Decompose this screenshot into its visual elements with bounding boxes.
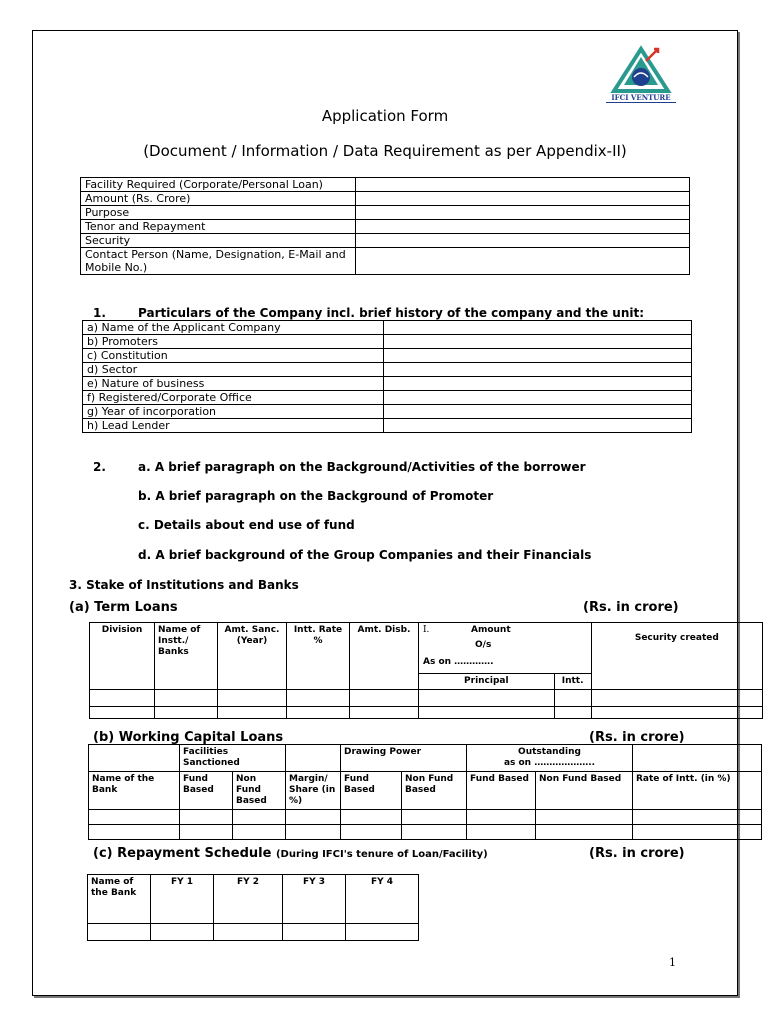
facility-label: Contact Person (Name, Designation, E-Mail and Mobile No.) — [81, 248, 356, 275]
particular-value[interactable] — [384, 363, 692, 377]
table-row — [81, 248, 690, 275]
col-fy2: FY 2 — [214, 875, 283, 924]
table-row — [88, 924, 419, 941]
col-dp-non-fund: Non Fund Based — [402, 772, 467, 810]
col-rp-bank: Name of the Bank — [88, 875, 151, 924]
col-intt: Intt. — [554, 674, 591, 690]
facility-value[interactable] — [356, 248, 690, 275]
col-rate: Rate of Intt. (in %) — [633, 772, 762, 810]
col-security: Security created — [591, 623, 762, 690]
table-row — [89, 825, 762, 840]
col-fy1: FY 1 — [151, 875, 214, 924]
col-fy3: FY 3 — [283, 875, 346, 924]
outstanding-label: Outstanding — [518, 747, 581, 757]
company-particulars-table — [82, 320, 692, 433]
amount-as-on: As on …………. — [423, 657, 494, 667]
ifci-venture-logo — [606, 43, 676, 105]
col-name: Name of Instt./ Banks — [155, 623, 218, 690]
repayment-table — [87, 874, 419, 941]
form-title: Application Form — [321, 107, 449, 125]
amount-i: I. — [423, 625, 430, 635]
facility-label: Tenor and Repayment — [81, 220, 356, 234]
particular-label: b) Promoters — [83, 335, 384, 349]
col-fund-based: Fund Based — [180, 772, 233, 810]
document-page — [32, 30, 738, 996]
amount-os: O/s — [475, 640, 492, 650]
logo-text: IFCI VENTURE — [606, 93, 676, 103]
col-non-fund-based: Non Fund Based — [233, 772, 286, 810]
col-bank: Name of the Bank — [89, 772, 180, 810]
unit-label: (Rs. in crore) — [583, 600, 679, 615]
particular-value[interactable] — [384, 321, 692, 335]
section1-heading: Particulars of the Company incl. brief history of the company and the unit: — [138, 306, 645, 320]
particular-value[interactable] — [384, 349, 692, 363]
col-os-non-fund: Non Fund Based — [536, 772, 633, 810]
repayment-note: (During IFCI's tenure of Loan/Facility) — [275, 849, 488, 860]
particular-value[interactable] — [384, 419, 692, 433]
particular-value[interactable] — [384, 335, 692, 349]
col-amt-sanc: Amt. Sanc. (Year) — [218, 623, 287, 690]
section2-item-c: c. Details about end use of fund — [138, 518, 355, 532]
working-capital-table — [88, 744, 762, 840]
section1-number: 1. — [93, 306, 106, 320]
page-number: 1 — [669, 956, 676, 969]
col-principal: Principal — [419, 674, 555, 690]
form-subtitle: (Document / Information / Data Requirement as per Appendix-II) — [143, 142, 627, 160]
repayment-title: (c) Repayment Schedule — [93, 846, 272, 861]
particular-label: a) Name of the Applicant Company — [83, 321, 384, 335]
table-row — [90, 690, 763, 707]
col-amt-disb: Amt. Disb. — [350, 623, 419, 690]
facility-label: Security — [81, 234, 356, 248]
particular-label: h) Lead Lender — [83, 419, 384, 433]
col-amount-os — [419, 623, 592, 674]
facility-label: Amount (Rs. Crore) — [81, 192, 356, 206]
facility-value[interactable] — [356, 178, 690, 192]
col-drawing-power: Drawing Power — [341, 745, 467, 772]
facility-label: Facility Required (Corporate/Personal Loan) — [81, 178, 356, 192]
particular-label: f) Registered/Corporate Office — [83, 391, 384, 405]
outstanding-as-on: as on ……………….. — [503, 758, 596, 768]
particular-label: d) Sector — [83, 363, 384, 377]
particular-value[interactable] — [384, 377, 692, 391]
table-row — [89, 810, 762, 825]
col-dp-fund: Fund Based — [341, 772, 402, 810]
table-row — [81, 234, 690, 248]
col-facilities: Facilities Sanctioned — [180, 745, 286, 772]
amount-word: Amount — [471, 625, 511, 635]
working-capital-label: (b) Working Capital Loans — [93, 730, 284, 745]
particular-value[interactable] — [384, 405, 692, 419]
col-intt-rate: Intt. Rate % — [287, 623, 350, 690]
section2-item-d: d. A brief background of the Group Companies and their Financials — [138, 548, 592, 562]
col-fy4: FY 4 — [346, 875, 419, 924]
unit-label-wc: (Rs. in crore) — [589, 730, 685, 745]
facility-value[interactable] — [356, 206, 690, 220]
section2-number: 2. — [93, 460, 106, 474]
particular-label: g) Year of incorporation — [83, 405, 384, 419]
table-row — [81, 192, 690, 206]
facility-value[interactable] — [356, 234, 690, 248]
repayment-label — [93, 846, 488, 861]
facility-label: Purpose — [81, 206, 356, 220]
unit-label-repayment: (Rs. in crore) — [589, 846, 685, 861]
table-row — [81, 206, 690, 220]
table-row — [81, 220, 690, 234]
section2-item-a: a. A brief paragraph on the Background/Activities of the borrower — [138, 460, 586, 474]
facility-value[interactable] — [356, 220, 690, 234]
table-row — [90, 707, 763, 719]
col-outstanding — [467, 745, 633, 772]
col-os-fund: Fund Based — [467, 772, 536, 810]
particular-value[interactable] — [384, 391, 692, 405]
facility-table — [80, 177, 690, 275]
section3-heading: 3. Stake of Institutions and Banks — [69, 578, 299, 592]
col-division: Division — [90, 623, 155, 690]
term-loans-table — [89, 622, 763, 719]
term-loans-label: (a) Term Loans — [69, 600, 178, 615]
facility-value[interactable] — [356, 192, 690, 206]
particular-label: e) Nature of business — [83, 377, 384, 391]
section2-item-b: b. A brief paragraph on the Background of Promoter — [138, 489, 494, 503]
table-row — [81, 178, 690, 192]
particular-label: c) Constitution — [83, 349, 384, 363]
col-margin: Margin/ Share (in %) — [286, 772, 341, 810]
